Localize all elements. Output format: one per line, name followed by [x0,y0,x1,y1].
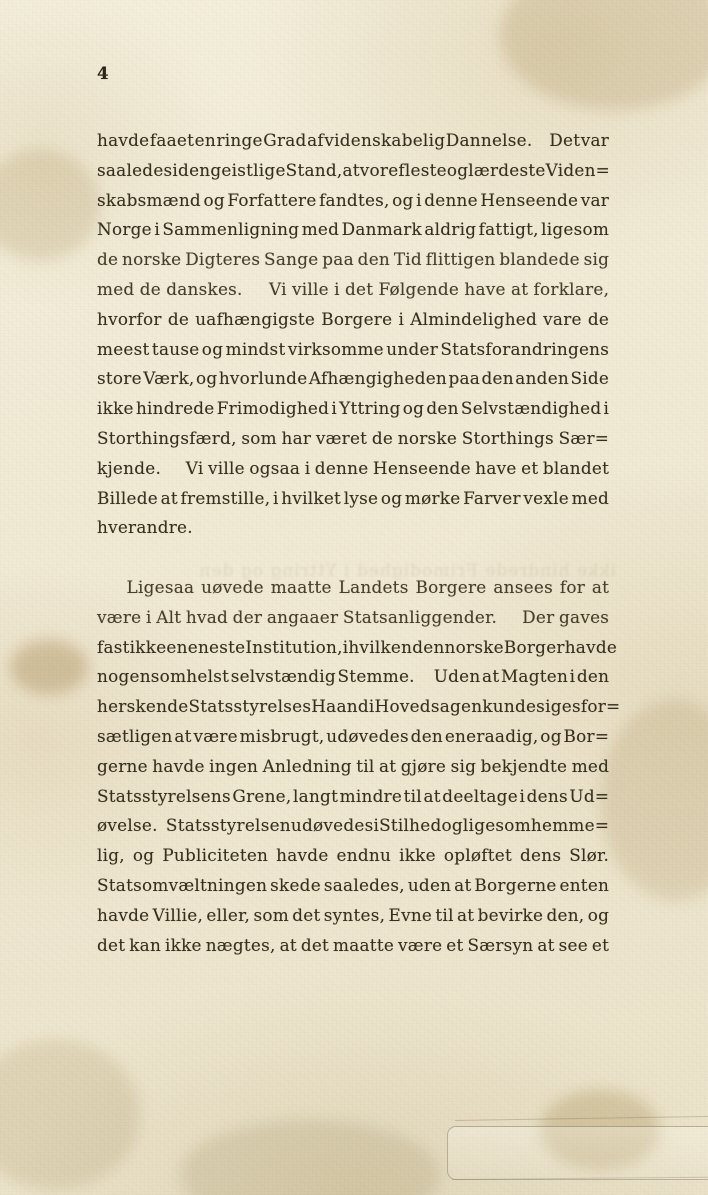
word: Stand, [285,160,343,181]
word: været [315,428,368,449]
word: hvilken [348,637,413,658]
word: det [292,905,321,926]
word: hvad [185,607,229,628]
word: Danmark [341,220,422,241]
word: et [446,935,464,956]
word: ansees [493,577,553,598]
word: vore [359,160,399,181]
word: Slør. [569,846,610,867]
word: gjøre [400,756,447,777]
text-line [97,246,609,276]
text-line [97,693,621,723]
text-line [97,425,609,455]
word: Henseende [480,190,579,211]
word: Stemme. [337,667,415,688]
text-line [97,216,609,246]
word: ikke [399,846,436,867]
word: i [172,160,179,181]
word: nægtes, [205,935,276,956]
word: og [132,846,155,867]
word: fremstille, [180,488,271,509]
word: opløftet [443,846,513,867]
word: Bor= [563,726,610,747]
word: eneraadig, [444,726,539,747]
word: Magten [500,667,569,688]
word: ligesom [462,816,531,837]
paragraph [97,574,621,961]
word: lig, [97,846,125,867]
word: og [201,339,224,360]
word: Storthings [461,428,554,449]
word: Institution, [245,637,343,658]
text-line [97,336,609,366]
word: ikke [164,935,202,956]
word: at [279,935,297,956]
word: Afhængigheden [308,369,448,390]
text-line [97,276,609,306]
word: havde [97,131,150,151]
word: i [154,220,160,241]
word: Grad [263,131,307,151]
word: Yttring [339,399,401,420]
word: den [357,250,391,271]
word: siges [536,697,581,718]
word: Uden [433,667,481,688]
text-line [97,514,609,544]
word: med [97,279,135,300]
word: ikke [97,399,134,420]
word: til [356,756,375,777]
word: af [307,131,324,151]
word: ingen [209,756,259,777]
word: Digteres [185,250,261,271]
stain-left-upper [0,150,100,260]
word: Vi [268,279,287,300]
word: gerne [97,756,148,777]
word: og [540,726,562,747]
sleeve-edge-line-top [455,1116,708,1121]
word: angaaer [266,607,339,628]
word: deeltage [442,786,518,807]
word: eller, [206,905,251,926]
word: at [537,935,555,956]
word: Statsstyrelsens [97,786,231,807]
word: norske [444,637,504,658]
word: hvorfor [97,309,162,330]
word: ikke [129,637,167,658]
word: og [195,369,218,390]
text-line [97,187,609,217]
word: Sær= [558,428,610,449]
word: uafhængigste [195,309,316,330]
word: som [241,428,277,449]
text-line [97,365,609,395]
word: i [331,399,337,420]
word: vare [543,309,582,330]
word: skabsmænd [97,190,201,211]
word: Frimodighed [216,399,330,420]
word: faaet [149,131,195,151]
sleeve-edge-rectangle [447,1126,708,1180]
word: langt [293,786,339,807]
word: den, [546,905,585,926]
word: for= [580,697,621,718]
word: Grene, [232,786,292,807]
word: Hovedsagen [374,697,483,718]
word: de [167,309,190,330]
text-line [97,842,609,872]
word: at [510,279,529,300]
word: den [412,637,445,658]
word: var [580,190,610,211]
word: den [481,369,514,390]
word: og [380,488,403,509]
word: at [457,905,475,926]
text-line [97,306,609,336]
word: syntes, [323,905,386,926]
word: i [416,190,422,211]
word: mørke [404,488,461,509]
word: i [603,399,610,420]
text-line [97,574,609,604]
word: at [482,667,500,688]
word: at [378,756,397,777]
word: med [301,220,340,241]
word: den [576,667,610,688]
word: herskende [97,697,189,718]
word: sig [583,250,610,271]
word: denne [424,190,478,211]
word: Landets [338,577,409,598]
word: selvstændig [230,667,336,688]
word: ligesom [541,220,610,241]
word: til [435,905,454,926]
text-line [97,812,609,842]
word: en [166,637,188,658]
word: hindrede [135,399,215,420]
word: kunde [482,697,537,718]
word: Alt [156,607,182,628]
word: fattigt, [478,220,539,241]
word: fleste [398,160,447,181]
word: gaves [559,607,610,628]
word: Sange [264,250,319,271]
word: blandet [542,458,610,479]
word: Statsomvæltningen [97,875,268,896]
word: videnskabelig [324,131,446,151]
word: skede [270,875,321,896]
word: nogensomhelst [97,667,230,688]
word: enten [559,875,610,896]
word: Statsstyrelsen [165,816,291,837]
stain-bottom-left [0,1040,140,1190]
paragraph-container [97,127,621,961]
word: aldrig [424,220,477,241]
word: ringe [216,131,263,151]
word: de [97,250,119,271]
word: maatte [270,577,332,598]
word: kjende. [97,458,162,479]
text-line [97,872,609,902]
word: endnu [336,846,392,867]
word: den [426,399,459,420]
word: i [519,786,526,807]
word: norske [122,250,182,271]
word: have [464,279,506,300]
word: bevirke [477,905,544,926]
text-line [97,663,609,693]
word: Stilhed [379,816,442,837]
word: ville [291,279,329,300]
text-line [97,634,618,664]
word: i [569,667,576,688]
word: norske [397,428,458,449]
word: Statsstyrelses [188,697,312,718]
word: de [371,428,394,449]
word: til [403,786,422,807]
word: de [139,279,161,300]
word: et [591,935,610,956]
word: udøvedes [326,726,409,747]
word: anden [515,369,570,390]
word: tause [151,339,200,360]
text-line [97,127,609,157]
word: og [392,190,414,211]
word: danskes. [166,279,243,300]
word: Haand [311,697,369,718]
word: havde [276,846,329,867]
word: Borgere [321,309,393,330]
word: Statsanliggender. [342,607,498,628]
word: Storthingsfærd, [97,428,237,449]
word: at [342,160,360,181]
word: uøvede [201,577,264,598]
word: Følgende [378,279,460,300]
word: de [587,309,610,330]
word: bekjendte [480,756,568,777]
word: med [571,488,610,509]
word: fandtes, [319,190,390,211]
word: Anledning [262,756,352,777]
word: forklare, [533,279,610,300]
word: det [300,935,330,956]
word: Borger [503,637,565,658]
word: fast [97,637,130,658]
word: og [446,160,469,181]
word: et [521,458,539,479]
word: og [441,816,463,837]
word: denne [314,458,369,479]
word: i [273,488,279,509]
word: var [580,131,610,151]
word: hverandre. [97,518,193,539]
word: Sammenligning [162,220,300,241]
word: see [558,935,588,956]
word: sig [450,756,477,777]
word: geistlige [210,160,286,181]
word: Ud= [569,786,610,807]
word: Billede [97,488,158,509]
word: ogsaa [249,458,301,479]
word: Villie, [152,905,204,926]
text-line [97,485,609,515]
word: øvelse. [97,816,158,837]
text-line [97,604,609,634]
word: Vi [185,458,204,479]
word: at [591,577,610,598]
word: i [145,607,152,628]
word: havde [564,637,618,658]
word: store [97,369,142,390]
word: maatte [333,935,395,956]
word: den [178,160,211,181]
stain-left-margin [10,640,88,694]
word: og [587,905,610,926]
word: paa [448,369,481,390]
word: dens [520,846,562,867]
word: Der [522,607,555,628]
word: der [232,607,263,628]
text-line [97,932,609,962]
word: virksomme [287,339,384,360]
word: mindst [225,339,286,360]
word: lærdeste [468,160,546,181]
word: Norge [97,220,152,241]
word: saaledes [97,160,173,181]
word: være [193,726,238,747]
word: Tid [393,250,422,271]
word: havde [97,905,150,926]
word: Evne [388,905,433,926]
word: sætligen [97,726,173,747]
word: eneste [187,637,246,658]
word: Ligesaa [126,577,195,598]
word: hvilket [281,488,342,509]
word: have [475,458,517,479]
page-text-block [97,64,621,961]
word: Statsforandringens [440,339,610,360]
text-line [97,455,609,485]
word: udøvedes [290,816,374,837]
text-line [97,783,609,813]
word: meest [97,339,150,360]
show-through-ghost-text: ikke hindrede Frimodighed i Yttring og den [198,561,616,581]
word: at [174,726,192,747]
word: som [253,905,289,926]
page-number: 4 [97,64,109,84]
word: Publiciteten [162,846,269,867]
word: det [345,279,374,300]
word: dens [526,786,568,807]
word: Farver [463,488,521,509]
word: være [398,935,443,956]
word: uden [407,875,452,896]
word: Værk, [143,369,195,390]
sleeve-edge-line-bottom [452,1177,708,1180]
word: har [281,428,312,449]
word: Borgere [415,577,487,598]
word: saaledes, [323,875,405,896]
word: Det [549,131,581,151]
word: blandede [499,250,580,271]
stain-bottom-right [540,1090,660,1170]
text-line [97,902,609,932]
stain-bottom-center [180,1120,440,1195]
word: Henseende [372,458,471,479]
word: havde [152,756,205,777]
word: at [454,875,472,896]
word: en [194,131,216,151]
word: i [398,309,405,330]
word: være [97,607,142,628]
word: i [304,458,311,479]
word: ville [207,458,245,479]
word: for [559,577,586,598]
word: Side [570,369,610,390]
word: vexle [523,488,569,509]
word: lyse [343,488,379,509]
paragraph [97,127,609,544]
word: og [402,399,425,420]
word: Viden= [545,160,611,181]
word: Borgerne [474,875,557,896]
word: i [373,816,380,837]
word: paa [322,250,354,271]
word: at [160,488,178,509]
word: flittigen [425,250,496,271]
text-line [97,753,609,783]
word: i [342,637,349,658]
word: Almindelighed [410,309,538,330]
word: hemme= [530,816,610,837]
word: Selvstændighed [460,399,602,420]
word: Dannelse. [445,131,533,151]
word: misbrugt, [239,726,325,747]
word: under [386,339,439,360]
word: mindre [339,786,403,807]
word: den [410,726,444,747]
word: i [334,279,340,300]
word: hvorlunde [218,369,308,390]
word: kan [129,935,162,956]
word: med [571,756,610,777]
word: det [97,935,126,956]
text-line [97,157,609,187]
word: i [368,697,375,718]
word: Særsyn [467,935,534,956]
text-line [97,723,609,753]
word: at [423,786,441,807]
word: og [203,190,225,211]
word: Forfattere [227,190,317,211]
text-line [97,395,609,425]
